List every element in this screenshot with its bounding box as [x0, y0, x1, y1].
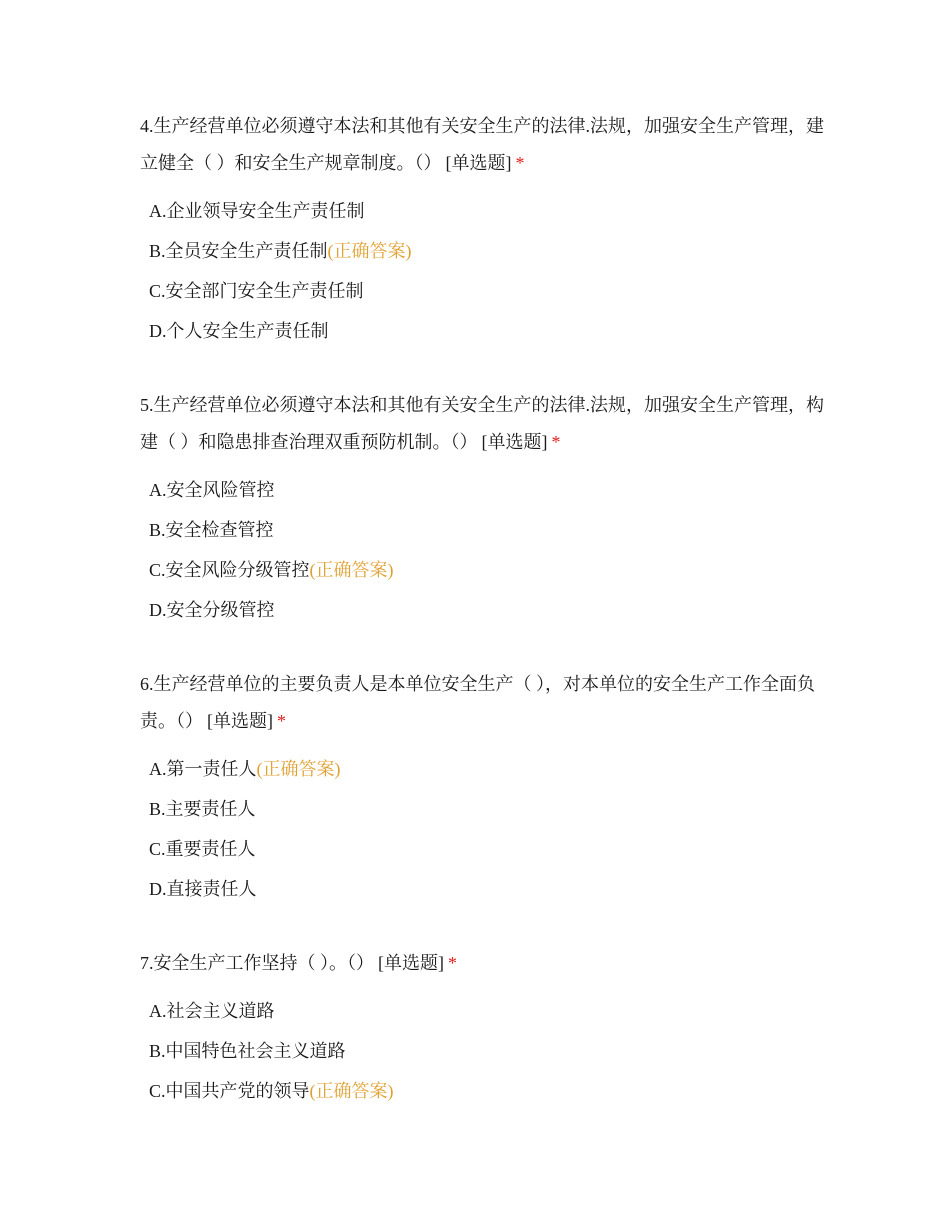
question-text [140, 108, 830, 182]
option-a[interactable] [140, 749, 830, 789]
question-type: [单选题] [378, 953, 444, 973]
option-b[interactable] [140, 510, 830, 550]
question-7 [140, 945, 830, 1111]
question-4 [140, 108, 830, 351]
question-6 [140, 666, 830, 909]
option-a[interactable] [140, 191, 830, 231]
option-label: C.安全风险分级管控 [149, 560, 310, 580]
option-list [140, 749, 830, 909]
option-label: B.中国特色社会主义道路 [149, 1041, 346, 1061]
option-c[interactable] [140, 1071, 830, 1111]
correct-answer-tag: (正确答案) [256, 759, 341, 779]
option-c[interactable] [140, 829, 830, 869]
required-mark: * [515, 153, 525, 173]
required-mark: * [277, 711, 286, 731]
correct-answer-tag: (正确答案) [327, 241, 412, 261]
option-d[interactable] [140, 869, 830, 909]
option-d[interactable] [140, 590, 830, 630]
option-label: B.安全检查管控 [149, 520, 274, 540]
question-type: [单选题] [207, 711, 273, 731]
question-text [140, 945, 830, 982]
required-mark: * [448, 953, 457, 973]
option-b[interactable] [140, 231, 830, 271]
correct-answer-tag: (正确答案) [309, 560, 394, 580]
option-label: D.安全分级管控 [149, 600, 275, 620]
option-label: A.社会主义道路 [149, 1001, 275, 1021]
question-text [140, 666, 830, 740]
option-d[interactable] [140, 311, 830, 351]
option-list [140, 191, 830, 351]
option-label: A.第一责任人 [149, 759, 257, 779]
question-stem: 6.生产经营单位的主要负责人是本单位安全生产（ ），对本单位的安全生产工作全面负责。（） [140, 674, 815, 731]
option-label: A.企业领导安全生产责任制 [149, 201, 365, 221]
question-stem: 7.安全生产工作坚持（ ）。（） [140, 953, 374, 973]
option-label: C.中国共产党的领导 [149, 1081, 310, 1101]
question-list [140, 108, 830, 1147]
option-b[interactable] [140, 1031, 830, 1071]
question-stem: 5.生产经营单位必须遵守本法和其他有关安全生产的法律.法规，加强安全生产管理，构建（ ）和隐患排查治理双重预防机制。（） [140, 395, 824, 452]
option-label: B.主要责任人 [149, 799, 256, 819]
option-b[interactable] [140, 789, 830, 829]
question-type: [单选题] [445, 153, 512, 173]
required-mark: * [551, 432, 561, 452]
question-5 [140, 387, 830, 630]
option-label: C.重要责任人 [149, 839, 256, 859]
option-label: B.全员安全生产责任制 [149, 241, 328, 261]
question-type: [单选题] [481, 432, 548, 452]
option-label: C.安全部门安全生产责任制 [149, 281, 364, 301]
option-list [140, 991, 830, 1111]
option-c[interactable] [140, 550, 830, 590]
question-text [140, 387, 830, 461]
option-a[interactable] [140, 991, 830, 1031]
option-label: D.个人安全生产责任制 [149, 321, 329, 341]
question-stem: 4.生产经营单位必须遵守本法和其他有关安全生产的法律.法规，加强安全生产管理，建立健全（ ）和安全生产规章制度。（） [140, 116, 824, 173]
option-list [140, 470, 830, 630]
option-label: A.安全风险管控 [149, 480, 275, 500]
correct-answer-tag: (正确答案) [309, 1081, 394, 1101]
option-label: D.直接责任人 [149, 879, 257, 899]
option-a[interactable] [140, 470, 830, 510]
option-c[interactable] [140, 271, 830, 311]
